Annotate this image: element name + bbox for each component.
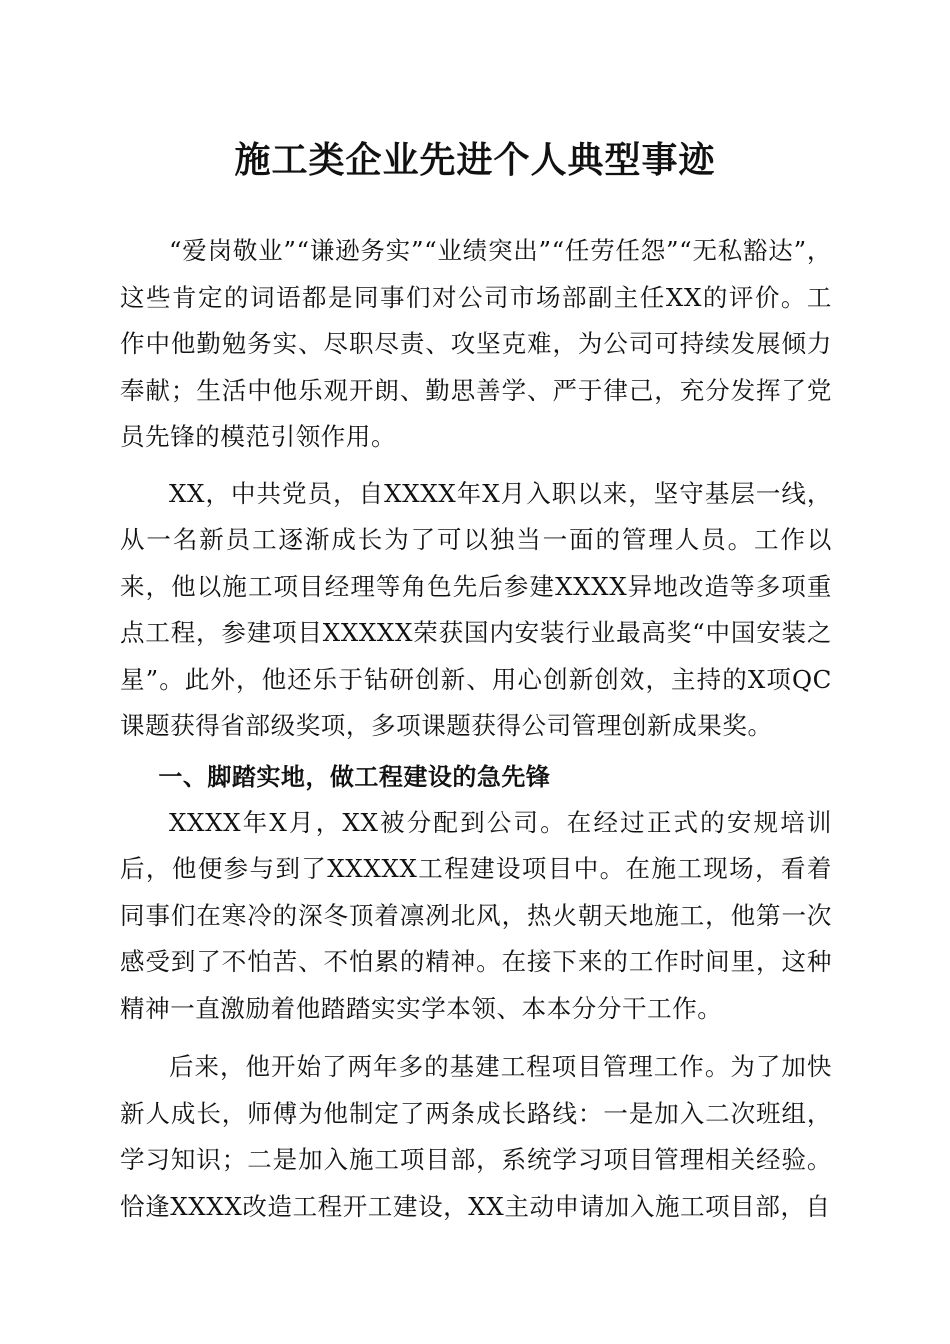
section-heading-1: 一、脚踏实地，做工程建设的急先锋 (158, 762, 551, 791)
document-title: 施工类企业先进个人典型事迹 (234, 139, 716, 181)
paragraph-intro: “爱岗敬业”“谦逊务实”“业绩突出”“任劳任怨”“无私豁达”，这些肯定的词语都是同事们对公司市场部副主任XX的评价。工作中他勤勉务实、尽职尽责、攻坚克难，为公司可持续发展倾力奉献；生活中他乐观开朗、勤思善学、严于律己，充分发挥了党员先锋的模范引领作用。 (120, 236, 832, 451)
paragraph-section1-a: XXXX年X月，XX被分配到公司。在经过正式的安规培训后，他便参与到了XXXXX工程建设项目中。在施工现场，看着同事们在寒冷的深冬顶着凛冽北风，热火朝天地施工，他第一次感受到了不怕苦、不怕累的精神。在接下来的工作时间里，这种精神一直激励着他踏踏实实学本领、本本分分干工作。 (120, 807, 832, 1023)
paragraph-profile: XX，中共党员，自XXXX年X月入职以来，坚守基层一线，从一名新员工逐渐成长为了可以独当一面的管理人员。工作以来，他以施工项目经理等角色先后参建XXXX异地改造等多项重点工程，参建项目XXXXX荣获国内安装行业最高奖“中国安装之星”。此外，他还乐于钻研创新、用心创新创效，主持的X项QC课题获得省部级奖项，多项课题获得公司管理创新成果奖。 (120, 478, 832, 740)
paragraph-section1-b: 后来，他开始了两年多的基建工程项目管理工作。为了加快新人成长，师傅为他制定了两条成长路线：一是加入二次班组，学习知识；二是加入施工项目部，系统学习项目管理相关经验。恰逢XXXX改造工程开工建设，XX主动申请加入施工项目部，自 (120, 1052, 832, 1221)
document-body (120, 228, 832, 1230)
